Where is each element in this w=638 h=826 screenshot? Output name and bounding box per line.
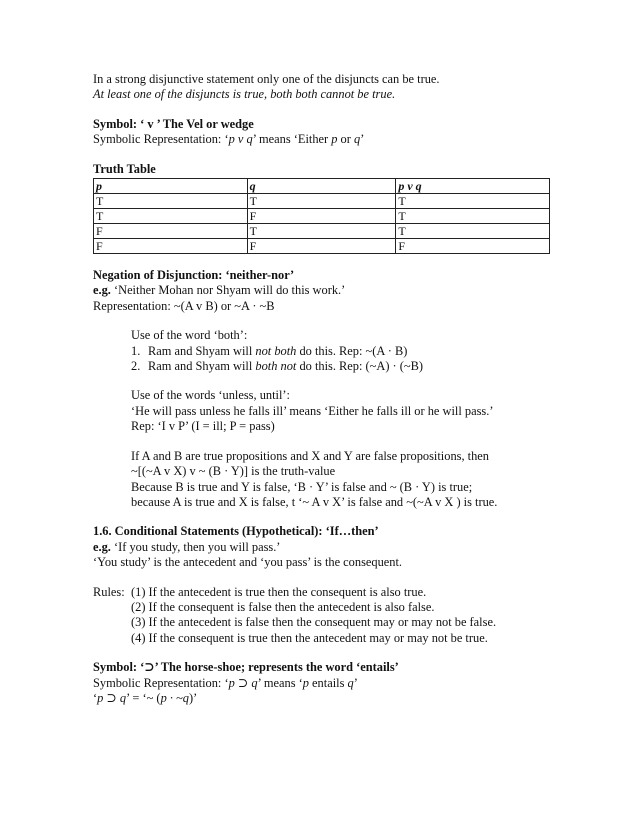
table-cell: T	[94, 194, 248, 209]
table-cell: T	[247, 194, 396, 209]
unless-intro: Use of the words ‘unless, until’:	[131, 388, 290, 403]
conditional-heading: 1.6. Conditional Statements (Hypothetical): ‘If…then’	[93, 524, 379, 539]
list-item: 1. Ram and Shyam will not both do this. Rep: ~(A · B)	[131, 343, 408, 358]
truth-value-line: If A and B are true propositions and X and Y are false propositions, then	[131, 448, 489, 463]
truth-value-line: because A is true and X is false, t ‘~ A v X’ is false and ~(~A v X ) is true.	[131, 494, 498, 509]
table-cell: T	[396, 194, 550, 209]
horseshoe-equivalence: ‘p ⊃ q’ = ‘~ (p · ~q)’	[93, 690, 198, 705]
table-row	[94, 194, 550, 209]
both-intro: Use of the word ‘both’:	[131, 328, 248, 343]
rule-item: (3) If the antecedent is false then the consequent may or may not be false.	[131, 615, 497, 630]
negation-heading: Negation of Disjunction: ‘neither-nor’	[93, 268, 295, 283]
table-cell: T	[396, 209, 550, 224]
list-item: 2. Ram and Shyam will both not do this. Rep: (~A) · (~B)	[131, 359, 423, 374]
table-cell: F	[247, 239, 396, 254]
intro-line: In a strong disjunctive statement only one of the disjuncts can be true.	[93, 72, 440, 86]
horseshoe-heading: Symbol: ‘⊃’ The horse-shoe; represents the word ‘entails’	[93, 660, 399, 675]
truth-value-line: ~[(~A v X) v ~ (B · Y)] is the truth-value	[131, 464, 336, 479]
truth-table-header-row	[94, 179, 550, 194]
unless-representation: Rep: ‘I v P’ (I = ill; P = pass)	[131, 419, 275, 434]
table-cell: F	[94, 239, 248, 254]
rule-item: (2) If the consequent is false then the antecedent is also false.	[131, 599, 435, 614]
table-row	[94, 209, 550, 224]
table-cell: T	[396, 224, 550, 239]
truth-table-heading: Truth Table	[93, 161, 156, 176]
unless-example: ‘He will pass unless he falls ill’ means ‘Either he falls ill or he will pass.’	[131, 403, 494, 418]
rules-block	[93, 585, 578, 647]
negation-example: e.g. ‘Neither Mohan nor Shyam will do this work.’	[93, 283, 346, 298]
truth-value-line: Because B is true and Y is false, ‘B · Y’ is false and ~ (B · Y) is true;	[131, 479, 473, 494]
table-cell: F	[94, 224, 248, 239]
both-section	[93, 328, 578, 510]
rule-item: (1) If the antecedent is true then the consequent is also true.	[131, 584, 427, 599]
table-cell: F	[247, 209, 396, 224]
conditional-explanation: ‘You study’ is the antecedent and ‘you pass’ is the consequent.	[93, 555, 403, 570]
table-cell: T	[247, 224, 396, 239]
rule-item: (4) If the consequent is true then the antecedent may or may not be true.	[131, 630, 488, 645]
vel-heading: Symbol: ‘ v ’ The Vel or wedge	[93, 116, 254, 131]
truth-table	[93, 178, 550, 254]
horseshoe-representation: Symbolic Representation: ‘p ⊃ q’ means ‘p entails q’	[93, 675, 358, 690]
conditional-example: e.g. ‘If you study, then you will pass.’	[93, 539, 281, 554]
negation-representation: Representation: ~(A v B) or ~A · ~B	[93, 298, 275, 313]
table-cell: F	[396, 239, 550, 254]
rules-label: Rules:	[93, 584, 125, 599]
table-header-cell: p	[94, 179, 248, 194]
table-row	[94, 224, 550, 239]
vel-representation: Symbolic Representation: ‘p v q’ means ‘Either p or q’	[93, 132, 365, 147]
table-cell: T	[94, 209, 248, 224]
table-header-cell: p v q	[396, 179, 550, 194]
table-header-cell: q	[247, 179, 396, 194]
intro-italic-line: At least one of the disjuncts is true, both both cannot be true.	[93, 87, 396, 102]
table-row	[94, 239, 550, 254]
